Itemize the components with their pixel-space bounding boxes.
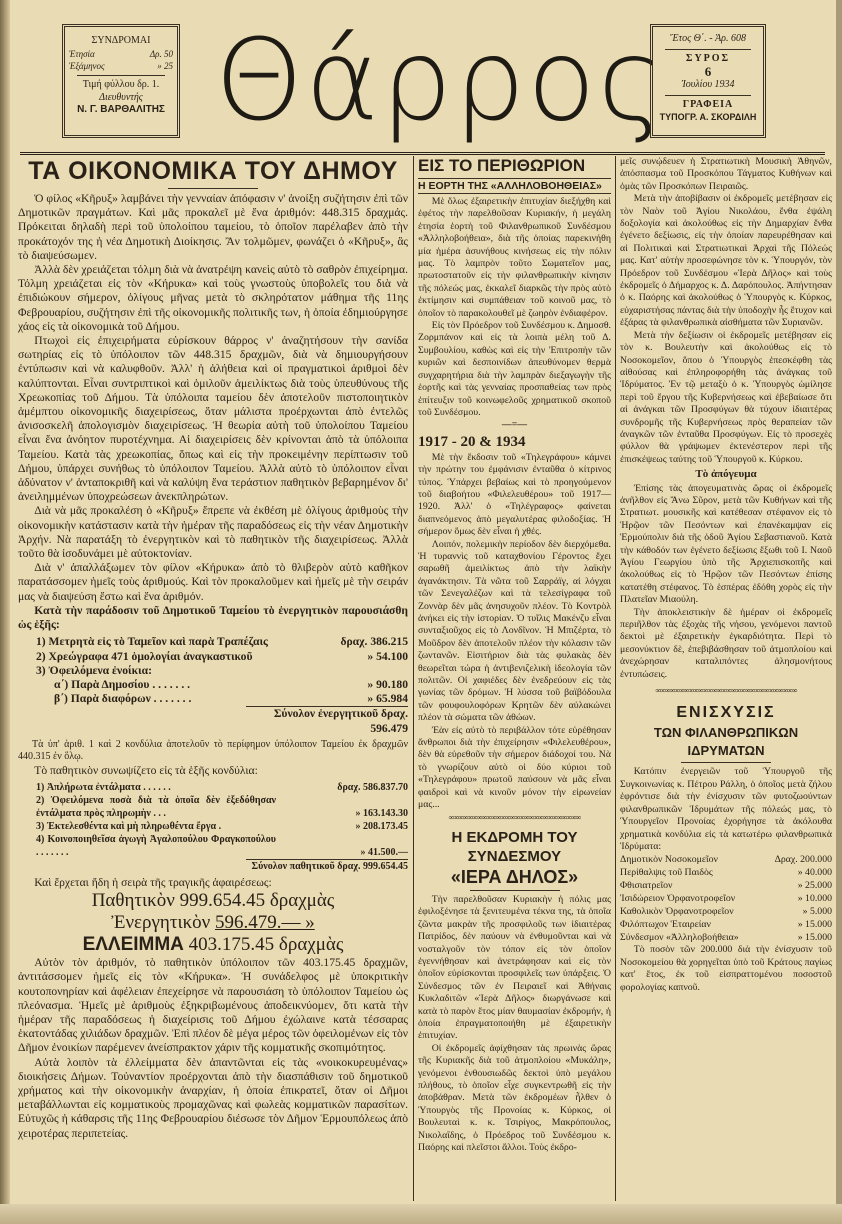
paragraph: Καὶ ἔρχεται ἤδη ἡ σειρὰ τῆς τραγικῆς ἀφαιρέσεως: xyxy=(34,875,272,889)
sheet-price: Τιμή φύλλου δρ. 1. xyxy=(82,79,160,90)
row-value: 163.143.30 xyxy=(363,807,408,819)
grants-table xyxy=(620,853,832,944)
table-row xyxy=(36,692,408,706)
row-label: 3) Ὀφειλόμενα ἐνοίκια: xyxy=(36,663,152,677)
liabilities-table xyxy=(36,781,408,873)
row-unit: δραχ. xyxy=(337,781,361,793)
row-unit: » xyxy=(797,893,803,905)
table-row xyxy=(620,879,832,892)
director-name: Ν. Γ. ΒΑΡΘΑΛΙΤΗΣ xyxy=(77,104,165,115)
newspaper-title: Θάρρος xyxy=(215,16,666,146)
issue-box xyxy=(650,24,766,138)
deficit-value: 403.175.45 δραχμὰς xyxy=(188,934,344,956)
paragraph: Οἱ ἐκδρομεῖς ἀφίχθησαν τὰς πρωινὰς ὥρας τῆς Κυριακῆς διὰ τοῦ ἀτμοπλοίου «Μυκάλη», γενόμενοι ἐνθουσιωδῶς δεκτοὶ ὑπὸ μεγάλου πλήθους, τὸ ὁποῖον εἶχε συγκεντρωθῆ εἰς τὴν ἀποβάθραν. Μετὰ τῶν ἐκδρομέων ἦλθεν ὁ Ὑπουργὸς τῆς Προνοίας κ. Κύρκος, οἱ Βουλευταὶ κ. κ. Τσιρίγος, Μακρόπουλος, Νικολαΐδης, ὁ Πρόεδρος τοῦ Συνδέσμου κ. Παόρης καὶ πλεῖστοι ἄλλοι. Τοὺς ἐκδρο- xyxy=(418,1042,611,1154)
page-right-edge xyxy=(836,0,842,1224)
table-row xyxy=(620,931,832,944)
row-value: 54.100 xyxy=(376,649,408,663)
row-label: 3) Ἐκτελεσθέντα καὶ μὴ πληρωθέντα ἔργα . xyxy=(36,820,222,832)
row-label: 1) Ἀπλήρωτα ἐντάλματα . . . . . . xyxy=(36,781,171,793)
row-unit: » xyxy=(367,677,374,691)
paragraph: Κατόπιν ἐνεργειῶν τοῦ Ὑπουργοῦ τῆς Συγκοινωνίας κ. Πέτρου Ράλλη, ὁ ὁποῖος μετὰ ζήλου ἐφρόντισε διὰ τὴν ἐνίσχυσιν τῶν φυτοζωούντων φιλανθρωπικῶν Ἱδρυμάτων τῆς πόλεώς μας, τὸ Ὑπουργεῖον Προνοίας ἐχορήγησε τὰ ἀκόλουθα χρηματικὰ κονδύλια εἰς τὰ κατωτέρω φιλανθρωπικὰ Ἱδρύματα: xyxy=(620,766,832,852)
paragraph: Τὸ παθητικὸν συνωψίζετο εἰς τὰ ἑξῆς κονδύλια: xyxy=(34,763,258,777)
row-label: 4) Κοινοποιηθεῖσα ἀγωγὴ Ἀγαλοπούλου Φραγκοπούλου . . . . . . . xyxy=(36,833,276,858)
offices-label: ΓΡΑΦΕΙΑ xyxy=(682,98,734,110)
row-value: 90.180 xyxy=(376,677,408,691)
row-value: 208.173.45 xyxy=(363,820,408,832)
row-label: Φιλόπτωχον Ἑταιρείαν xyxy=(620,919,711,931)
paragraph: Ἀλλὰ δὲν χρειάζεται τόλμη διὰ νὰ ἀνατρέψη κανεὶς αὐτὸ τὸ σαθρὸν ἐπιχείρημα. Τόλμη χρειάζεται εἰς τὸν «Κήρυκα» καὶ τοὺς γνωστοὺς ὑποβολεῖς του διὰ νὰ ἐπιδιώκουν σήμερον, ὀλίγους μῆνας μετὰ τὸ σκληρότατον μάθημα τῆς 11ης Φεβρουαρίου, συζήτησιν ἐπὶ τῆς οἰκονομικῆς πολιτικῆς των, ἡ ὁποία ἐδημιούργησε χάος εἰς τὰ οἰκονομικὰ τοῦ Δήμου. xyxy=(18,263,408,333)
paragraph: μεῖς συνῴδευεν ἡ Στρατιωτικὴ Μουσικὴ Ἀθηνῶν, ἀπόσπασμα τοῦ Προσκόπου Τάγματος Κυθήνων καὶ ὁμὰς τῶν Προσκόπων Πειραιῶς. xyxy=(620,156,832,192)
row-value: 41.500.— xyxy=(368,846,408,858)
subheading: Τὸ ἀπόγευμα xyxy=(695,468,757,481)
deficit-label: ΕΛΛΕΙΜΜΑ xyxy=(82,934,184,956)
row-value: 586.837.70 xyxy=(363,781,408,793)
row-unit: δραχ. xyxy=(340,635,368,649)
row-label: 2) Χρεώγραφα 471 ὁμολογίαι ἀναγκαστικοῦ xyxy=(36,649,253,663)
row-unit: » xyxy=(797,867,803,879)
place: ΣΥΡΟΣ xyxy=(685,52,731,64)
paragraph: Ὁ φίλος «Κῆρυξ» λαμβάνει τὴν γενναίαν ἀπόφασιν ν' ἀνοίξη συζήτησιν ἐπὶ τῶν Δημοτικῶν πραγμάτων. Καὶ μᾶς προκαλεῖ μὲ ἕνα ἀριθμόν: 448.315 δραχμάς. Πρόκειται δηλαδὴ περὶ τοῦ ὑπολοίπου ταμείου, τὸ ὁποῖον παρέλαβεν ἀπὸ τὴν προκάτοχόν της ἡ νέα Δημοτικὴ Διοίκησις. Ἂν τολμῶμεν, φωνάζει ὁ «Κῆρυξ», ἂς τὸ διαψεύσωμεν. xyxy=(18,192,408,262)
section-title: ΕΝΙΣΧΥΣΙΣ xyxy=(676,704,776,722)
issue-day: 6 xyxy=(704,64,712,79)
title-underline xyxy=(681,762,771,763)
paragraph: Ἐὰν εἰς αὐτὸ τὸ περιβάλλον τότε εὑρέθησαν ἄνθρωποι διὰ τὴν ἐπιχείρησιν «Φιλελευθέρου», δὲν θὰ εὑρεθοῦν τὴν σήμερον διάδοχοί του. Νὰ τὸ γνωρίζουν αὐτὸ οἱ δύο κύριοι τοῦ «Τηλεγράφου» πρωτοῦ παύσουν νὰ μᾶς εἶναι φαιδροὶ καὶ νὰ κινοῦν μόνον τὴν εἰρωνείαν μας... xyxy=(418,724,611,811)
row-value: 5.000 xyxy=(809,906,832,918)
row-unit: » xyxy=(367,649,374,663)
page-binding-edge xyxy=(0,0,10,1224)
paragraph: Αὐτὰ λοιπὸν τὰ ἐλλείμματα δὲν ἀπαντῶνται εἰς τὰς «νοικοκυρευμένας» διοικήσεις Δήμων. Τοὐναντίον προέρχονται ἀπὸ τὴν διασπάθισιν τοῦ δημοτικοῦ χρήματος καὶ τὴν οἰκονομικὴν ἀναρχίαν, ἡ ὁποία ἐπικρατεῖ, ὅταν οἱ Δῆμοι μεταβάλλωνται εἰς κομματικοὺς προμαχῶνας καὶ φωλεὰς κομματικῶν παρασίτων. Εὐτυχῶς ἡ κάθαρσις τῆς 11ης Φεβρουαρίου διέσωσε τὸν Δῆμον Ἑρμουπόλεως ἀπὸ χειροτέρας περιπετείας. xyxy=(18,1055,408,1140)
row-unit: » xyxy=(367,692,374,706)
half-year-price: » 25 xyxy=(157,61,173,71)
row-unit: » xyxy=(355,807,361,819)
row-label: Περίθαλψις τοῦ Παιδὸς xyxy=(620,867,713,879)
table-row xyxy=(620,918,832,931)
calc-liabilities xyxy=(18,890,408,912)
title-underline xyxy=(470,890,560,891)
paragraph: Τὴν παρελθοῦσαν Κυριακὴν ἡ πόλις μας ἐφιλοξένησε τὰ ξενιτευμένα τέκνα της, τὰ ὁποῖα ζῶντα μακρὰν τῆς προσφιλοῦς των ἰδιαιτέρας Πατρίδος, δὲν παύουν νὰ ἐνθυμοῦνται καὶ νὰ νοσταλγοῦν τὸν τόπον εἰς τὸν ὁποῖον ἐγεννήθησαν καὶ ἀνετράφησαν καὶ εἰς τὸν ὁποῖον εὑρίσκονται προσφιλεῖς των ὑπάρξεις. Ὁ Σύνδεσμος τῶν ἐν Πειραιεῖ καὶ Ἀθήναις Κυκλαδιτῶν «Ἱερὰ Δῆλος» διωργάνωσε καὶ κατὰ τὸ παρὸν ἔτος μίαν θαυμασίαν ἐκδρομήν, ἡ ὁποία ἐπραγματοποιήθη μὲ ἐξαιρετικὴν ἐπιτυχίαν. xyxy=(418,893,611,1042)
offices-name: ΤΥΠΟΓΡ. Α. ΣΚΟΡΔΙΛΗ xyxy=(659,112,757,122)
section-divider: —=— xyxy=(501,419,528,431)
paragraph: Μετὰ τὴν δεξίωσιν οἱ ἐκδρομεῖς μετέβησαν εἰς τὸν κ. Βουλευτὴν καὶ ἀκολούθως εἰς τὸ Νοσοκομεῖον, ὅπου ὁ Ὑπουργὸς ἐπεσκέφθη τὰς αἰθούσας καὶ ἐπληροφορήθη τὰς ἀνάγκας τοῦ Ἱδρύματος. Ἐν τῷ μεταξὺ ὁ κ. Ὑπουργὸς ὡμίλησε περὶ τοῦ ἔργου τῆς Κυβερνήσεως καὶ ἐβεβαίωσε ὅτι αἱ ἀνάγκαι τῶν Προσφύγων θὰ τύχουν ἰδιαιτέρας συνδρομῆς τῆς Κυβερνήσεως πρὸς θεραπείαν τῶν ἀναγκῶν τῶν ἐνταῦθα Προσφύγων. Εἰς τὸ προσεχὲς φύλλον θὰ γράψωμεν ἐκτενέστερον περὶ τῆς ἐπισκέψεως ταύτης τοῦ Ὑπουργοῦ κ. Κύρκου. xyxy=(620,329,832,465)
masthead-rule xyxy=(20,152,825,155)
row-label: Ἰσιδώρειον Ὀρφανοτροφεῖον xyxy=(620,893,736,905)
page-bottom-edge xyxy=(0,1204,842,1224)
row-label: 2) Ὀφειλόμενα ποσὰ διὰ τὰ ὁποῖα δὲν ἐξεδόθησαν ἐντάλματα πρὸς πληρωμὴν . . . xyxy=(36,794,276,819)
article-headline: ΤΑ ΟΙΚΟΝΟΜΙΚΑ ΤΟΥ ΔΗΜΟΥ xyxy=(28,157,398,185)
table-row xyxy=(36,650,408,664)
calc-deficit xyxy=(18,934,408,956)
row-unit: » xyxy=(360,846,366,858)
row-value: 15.000 xyxy=(805,932,832,944)
table-row xyxy=(36,794,408,820)
table-row xyxy=(36,833,408,859)
assets-table xyxy=(36,635,408,735)
column-divider xyxy=(615,156,616,1201)
section-subtitle: «ΙΕΡΑ ΔΗΛΟΣ» xyxy=(450,866,579,887)
paragraph: Τὸ ποσὸν τῶν 200.000 διὰ τὴν ἐνίσχυσιν τοῦ Νοσοκομείου θὰ χορηγεῖται ὑπὸ τοῦ Κράτους παγίως κατ' ἔτος, ἐκ τοῦ εἰσπραττομένου ποσοστοῦ φορολογίας καπνοῦ. xyxy=(620,944,832,993)
section-title: Η ΕΟΡΤΗ ΤΗΣ «ΑΛΛΗΛΟΒΟΗΘΕΙΑΣ» xyxy=(418,178,611,194)
half-year-label: Ἑξάμηνος xyxy=(69,61,105,71)
ornament-divider: ∞∞∞∞∞∞∞∞∞∞∞∞∞∞∞∞∞∞∞∞∞∞∞∞∞∞∞∞∞∞ xyxy=(655,686,797,696)
yearly-label: Ἐτησία xyxy=(69,49,95,59)
yearly-price: Δρ. 50 xyxy=(149,49,173,59)
column-title: ΕΙΣ ΤΟ ΠΕΡΙΘΩΡΙΟΝ xyxy=(418,156,586,175)
row-unit: » xyxy=(797,919,803,931)
row-label: Δημοτικὸν Νοσοκομεῖον xyxy=(620,854,718,866)
section-subtitle: ΤΩΝ ΦΙΛΑΝΘΡΩΠΙΚΩΝ ΙΔΡΥΜΑΤΩΝ xyxy=(653,725,799,759)
row-value: 25.000 xyxy=(805,880,832,892)
row-unit: » xyxy=(797,880,803,892)
headline-underline xyxy=(168,188,258,189)
row-value: 386.215 xyxy=(370,635,408,649)
subscriptions-box xyxy=(62,24,180,138)
section-title: Η ΕΚΔΡΟΜΗ ΤΟΥ ΣΥΝΔΕΣΜΟΥ xyxy=(451,828,578,865)
year-and-number: Ἔτος Θ΄. - Ἀρ. 608 xyxy=(670,33,746,44)
row-label: β΄) Παρὰ διαφόρων . . . . . . . xyxy=(54,692,192,706)
paragraph: Εἰς τὸν Πρόεδρον τοῦ Συνδέσμου κ. Δημοσθ. Ζορμπάνον καὶ εἰς τὰ λοιπὰ μέλη τοῦ Δ. Συμβουλίου, καθὼς καὶ εἰς τὴν Ἐπιτροπὴν τῶν κυριῶν καὶ δεσποινίδων ἀπευθύνομεν θερμὰ συγχαρητήρια διὰ τὴν λαμπρὰν διεξαγωγὴν τῆς ἑορτῆς καὶ τὰς γενναίας προσπαθείας των πρὸς ἐπίτευξιν τοῦ κοινωφελοῦς χρηματικοῦ σκοποῦ τοῦ Συνδέσμου. xyxy=(418,320,611,418)
table-row xyxy=(36,820,408,833)
row-value: 15.000 xyxy=(805,919,832,931)
article-municipal-finances xyxy=(18,156,408,1141)
paragraph: Τὴν ἀποκλειστικὴν δὲ ἡμέραν οἱ ἐκδρομεῖς περιῆλθον τὰς ἐξοχὰς τῆς νήσου, γενόμενοι παντοῦ δεκτοὶ μὲ ἐξαιρετικὴν ἐγκαρδιότητα. Περὶ τὸ μεσονύκτιον δὲ, ἐπεβιβάσθησαν τοῦ ἀτμοπλοίου καὶ ἀνεχώρησαν καταλιπόντες ἀλησμονήτους ἐντυπώσεις. xyxy=(620,606,832,680)
paragraph: Αὐτὸν τὸν ἀριθμόν, τὸ παθητικὸν ὑπόλοιπον τῶν 403.175.45 δραχμῶν, ἀντιτάσσομεν ἡμεῖς εἰς τὸν «Κήρυκα». Ἡ συνάδελφος μὲ ὑποκριτικὴν κουτοπονηρίαν καὶ ἀφέλειαν ἐπεχείρησε νὰ παρουσιάση τὸ ὑπόλοιπον Ταμείου ὡς πλεόνασμα. Ἡμεῖς μὲ ἀριθμοὺς ἐξηκριβωμένους ἀποδεικνύομεν, ὅτι κατὰ τὴν ἡμέραν τῆς παραδόσεως ἡ διαχείρισις τοῦ Δήμου ἐχώλαινε κατὰ τέσσαρας ἑκατοντάδας χιλιάδων δραχμῶν. Ἐπὶ πλέον δὲ μέγα μέρος τῶν ὀφειλομένων εἰς τὸν Δῆμον ἐνοικίων παρέμενεν ἀνείσπρακτον χάριν τῆς κομματικῆς σκοπιμότητος. xyxy=(18,956,408,1055)
row-value: 10.000 xyxy=(805,893,832,905)
paragraph: Διὰ ν' ἀπαλλάξωμεν τὸν φίλον «Κήρυκα» ἀπὸ τὸ θλιβερὸν αὐτὸ καθῆκον παρατάσσομεν ἡμεῖς τοὺς ἀριθμούς. Καὶ τὸν προκαλοῦμεν καὶ ἡμεῖς μὲ τὴν σειράν μας νὰ διαψεύση ἔστω καὶ ἕνα ἀριθμόν. xyxy=(18,561,408,603)
paragraph: Κατὰ τὴν παράδοσιν τοῦ Δημοτικοῦ Ταμείου τὸ ἐνεργητικὸν παρουσιάσθη ὡς ἑξῆς: xyxy=(18,603,408,632)
table-row xyxy=(36,635,408,649)
calc-value: 999.654.45 δραχμὰς xyxy=(179,890,335,912)
ornament-divider: ∞∞∞∞∞∞∞∞∞∞∞∞∞∞∞∞∞∞∞∞∞∞∞∞∞∞∞∞ xyxy=(448,812,581,822)
paragraph: Μὲ τὴν ἔκδοσιν τοῦ «Τηλεγράφου» κάμνει τὴν πρώτην του ἐμφάνισιν ἐνταῦθα ὁ κίτρινος τύπος. Ὑπάρχει βεβαίως καὶ τὸ προηγούμενον τοῦ διαβοήτου «Φιλελευθέρου» τοῦ 1917—1920. Ἀλλ' ὁ «Τηλέγραφος» φαίνεται διαπνεόμενος ἀπὸ μεγαλυτέρας φιλοδοξίας. Ἡ σήμερον ὅμως δὲν εἶναι ἡ χθές. xyxy=(418,451,611,538)
calc-label: Παθητικὸν xyxy=(91,890,175,912)
table-row xyxy=(36,781,408,794)
row-unit: » xyxy=(802,906,808,918)
paragraph: Διὰ νὰ μᾶς προκαλέση ὁ «Κῆρυξ» ἔπρεπε νὰ ἐκθέση μὲ ὀλίγους ἀριθμοὺς τὴν οἰκονομικὴν κατάστασιν κατὰ τὴν ἡμέραν τῆς παραδόσεως εἰς τὴν νέαν Δημοτικὴν Ἀρχήν. Νὰ παρατάξη τὸ ἐνεργητικὸν καὶ τὸ παθητικὸν τῆς διαχειρίσεως. Ἀλλὰ τοῦτο θὰ ἰσοδυνάμει μὲ αὐτοκτονίαν. xyxy=(18,504,408,561)
row-label: α΄) Παρὰ Δημοσίου . . . . . . . xyxy=(54,677,191,691)
row-unit: » xyxy=(355,820,361,832)
note: Τὰ ὑπ' ἀριθ. 1 καὶ 2 κονδύλια ἀποτελοῦν τὸ περίφημον ὑπόλοιπον Ταμείου ἐκ δραχμῶν 440.315 ἐν ὅλῳ. xyxy=(18,738,408,763)
column-divider xyxy=(413,156,414,1201)
calc-label: Ἐνεργητικὸν xyxy=(111,912,211,934)
row-label: Καθολικὸν Ὀρφανοτροφεῖον xyxy=(620,906,734,918)
row-value: 40.000 xyxy=(805,867,832,879)
director-label: Διευθυντής xyxy=(99,91,143,103)
table-row xyxy=(620,892,832,905)
section-title: 1917 - 20 & 1934 xyxy=(418,433,526,450)
issue-month-year: Ἰουλίου 1934 xyxy=(681,79,735,90)
row-label: Σύνδεσμον «Ἀλληλοβοήθεια» xyxy=(620,932,739,944)
row-unit: Δραχ. xyxy=(774,854,798,866)
row-unit: » xyxy=(797,932,803,944)
paragraph: Μὲ ὅλως ἐξαιρετικὴν ἐπιτυχίαν διεξήχθη καὶ ἐφέτος τὴν παρελθοῦσαν Κυριακήν, ἡ μεγάλη ἐτησία ἑορτὴ τοῦ Φιλανθρωπικοῦ Συνδέσμου «Ἀλληλοβοήθεια», διὰ τῆς ὁποίας παρεκινήθη μία ἡμέρα ἀσυνήθους κινήσεως εἰς τὴν πόλιν μας. Τὸ λαμπρὸν τοῦτο Σωματεῖον μας, πρωτοστατοῦν εἰς τὴν φιλανθρωπικὴν κίνησιν τῆς πόλεώς μας, ἐκκαλεῖ διαρκῶς τὴν πρὸς αὐτὸ ἐκτίμησιν καὶ συμπάθειαν τοῦ κοινοῦ μας, τὸ ὁποῖον τὸ παρακολουθεῖ μὲ ζωηρὸν ἐνδιαφέρον. xyxy=(418,196,611,319)
subscriptions-heading: ΣΥΝΔΡΟΜΑΙ xyxy=(91,35,151,46)
calc-value: 596.479.— » xyxy=(215,912,315,934)
liabilities-total: Σύνολον παθητικοῦ δραχ. 999.654.45 xyxy=(246,859,408,873)
paragraph: Λοιπόν, πολεμικὴν περίοδον δὲν διερχόμεθα. Ἡ τυραννὶς τοῦ καταχθονίου Γέροντος ἔχει σαρωθῆ ἀμειλίκτως ἀπὸ τὴν λαϊκὴν ἀγανάκτησιν. Τὰ νῶτα τοῦ Σαρράϊγ, αἱ λόγχαι τῶν Σενεγαλέζων καὶ τὰ τελεσίγραφα τοῦ Ζοννὰρ δὲν μᾶς ἀνησυχοῦν πλέον. Τὸ Κοντρὸλ ἀνήκει εἰς τὴν ἱστορίαν. Ὁ τυῖλις Μακένζυ εἶναι συνταξιοῦχος εἰς τὸ Λονδῖνον. Ἡ Μπιζέρτα, τὸ Μοῦδρον δὲν ἀποτελοῦν πλέον τὴν κόλασιν τῶν ζωντανῶν. Εἰσιτήριον διὰ τὰς φυλακὰς δὲν θεωρεῖται τώρα ἡ ἀντιβενιζελικὴ ἰδεολογία τῶν πολιτῶν. Οἱ χαφιέδες δὲν ἐνεδρεύουν εἰς τὰς γωνίας τῶν δρόμων. Ἡ λύσσα τοῦ βαϊβόδουλα τῶν φουφουλοφόρων Κρητῶν δὲν αὐλακώνει πλέον τὰ σώματα τῶν ἀθώων. xyxy=(418,538,611,724)
row-label: Φθισιατρεῖον xyxy=(620,880,673,892)
table-row xyxy=(36,664,408,678)
calc-assets xyxy=(18,912,408,934)
paragraph: Πτωχοὶ εἰς ἐπιχειρήματα εὑρίσκουν θάρρος ν' ἀναζητήσουν τὴν σανίδα σωτηρίας εἰς τὸ ὑπόλοιπον τῶν 448.315 δραχμῶν, διὰ νὰ δημιουργήσουν ἐντύπωσιν καὶ νὰ καλυφθοῦν. Ἀλλ' ἡ ἀλήθεια καὶ οἱ πραγματικοὶ ἀριθμοὶ δὲν καλύπτονται. Εἶναι συντριπτικοὶ καὶ ὁμιλοῦν ἀμειλίκτως διὰ τοὺς ὑπευθύνους τῆς Χρεωκοπίας τοῦ Δήμου. Τὰ ὑπόλοιπα ταμείου δὲν ἀποτελοῦν πιστοποιητικὸν ἀμέμπτου οἰκονομικῆς διαχειρίσεως, ὅταν μάλιστα προέρχωνται ἀπὸ ἐντελῶς ἀνισοσκελῆ ἀπολογισμὸν διαχειρίσεως. Ἡ θεωρία αὐτὴ τοῦ ὑπολοίπου Ταμείου εἶναι ἕνα ἀνόητον πυροτέχνημα. Αἱ διαχειρίσεις δὲν κρίνονται ἀπὸ τὰ ὑπόλοιπα Ταμείου. Κατὰ τὰς χρεωκοπίας, ὅπως καὶ εἰς τὴν προκειμένην περίπτωσιν τοῦ Δήμου, ὑπάρχει συνήθως τὸ ὑπόλοιπον Ταμείου. Ἀλλὰ αὐτὸ τὸ ὑπόλοιπον εἶναι ἀδύνατον ν' ἀνταποκριθῆ καὶ νὰ καλύψη ἕνα τεράστιον παθητικὸν βεβαρημένον δι' ἀνειλημμένων ὑποχρεώσεων ἀνεκπληρώτων. xyxy=(18,334,408,504)
table-row xyxy=(36,678,408,692)
paragraph: Μετὰ τὴν ἀποβίβασιν οἱ ἐκδρομεῖς μετέβησαν εἰς τὸν Ναὸν τοῦ Ἁγίου Νικολάου, ἔνθα ἐψάλη δοξολογία καὶ ἀκολούθως εἰς τὴν Δημαρχίαν ἔνθα ἐγένετο δεξίωσις, εἰς τὴν ὁποίαν παρευρέθησαν καὶ αἱ Πολιτικαὶ καὶ Στρατιωτικαὶ Ἀρχαὶ τῆς Πόλεώς μας. Κατ' αὐτὴν προσεφώνησε τὸν κ. Ὑπουργόν, τὸν Πρόεδρον τοῦ Συνδέσμου «Ἱερὰ Δῆλος» καὶ τοὺς ἐκδρομεῖς ὁ Δήμαρχος κ. Δ. Δαρόπουλος. Ἀπήντησαν ὁ κ. Παόρης καὶ ἀκολούθως ὁ Ὑπουργὸς κ. Κύρκος, εὐχαριστήσας πάντας διὰ τὴν ὑποδοχὴν ἧς ἔτυχον καὶ ἐξάρας τὰ φιλανθρωπικὰ αἰσθήματα τῶν Συριανῶν. xyxy=(620,193,832,329)
row-value: 65.984 xyxy=(376,692,408,706)
table-row xyxy=(620,853,832,866)
column-right xyxy=(620,156,832,994)
row-label: 1) Μετρητὰ εἰς τὸ Ταμεῖον καὶ παρὰ Τραπέζαις xyxy=(36,635,268,649)
assets-total: Σύνολον ἐνεργητικοῦ δραχ. 596.479 xyxy=(246,706,408,735)
row-value: 200.000 xyxy=(800,854,832,866)
paragraph: Ἐπίσης τὰς ἀπογευματινὰς ὥρας οἱ ἐκδρομεῖς ἀνῆλθον εἰς Ἄνω Σῦρον, μετὰ τῶν Κυθήνων καὶ τῆς Στρατιωτ. μουσικῆς καὶ κατέθεσαν στέφανον εἰς τὸ Ἡρῷον τῶν Πεσόντων καὶ ἐπανέκαμψαν εἰς Ἑρμούπολιν διὰ τῆς ὁδοῦ Ἁγίου Σεβαστιανοῦ. Κατὰ τὴν κάθοδόν των ἐγένετο δεξίωσις ἔξωθι τοῦ Ι. Ναοῦ Ἁγίου Γεωργίου ὑπὸ τῆς Ἀρχιεπισκοπῆς καὶ ἀκολούθως εἰς τὸ Ἡρῷον τῶν Πεσόντων ἐπίσης κατατέθη στέφανος. Τὸ ἑσπέρας ἐδόθη χορὸς εἰς τὴν Πλατεῖαν Μιαούλη. xyxy=(620,482,832,606)
column-margin-notes xyxy=(418,156,611,1154)
table-row xyxy=(620,905,832,918)
table-row xyxy=(620,866,832,879)
